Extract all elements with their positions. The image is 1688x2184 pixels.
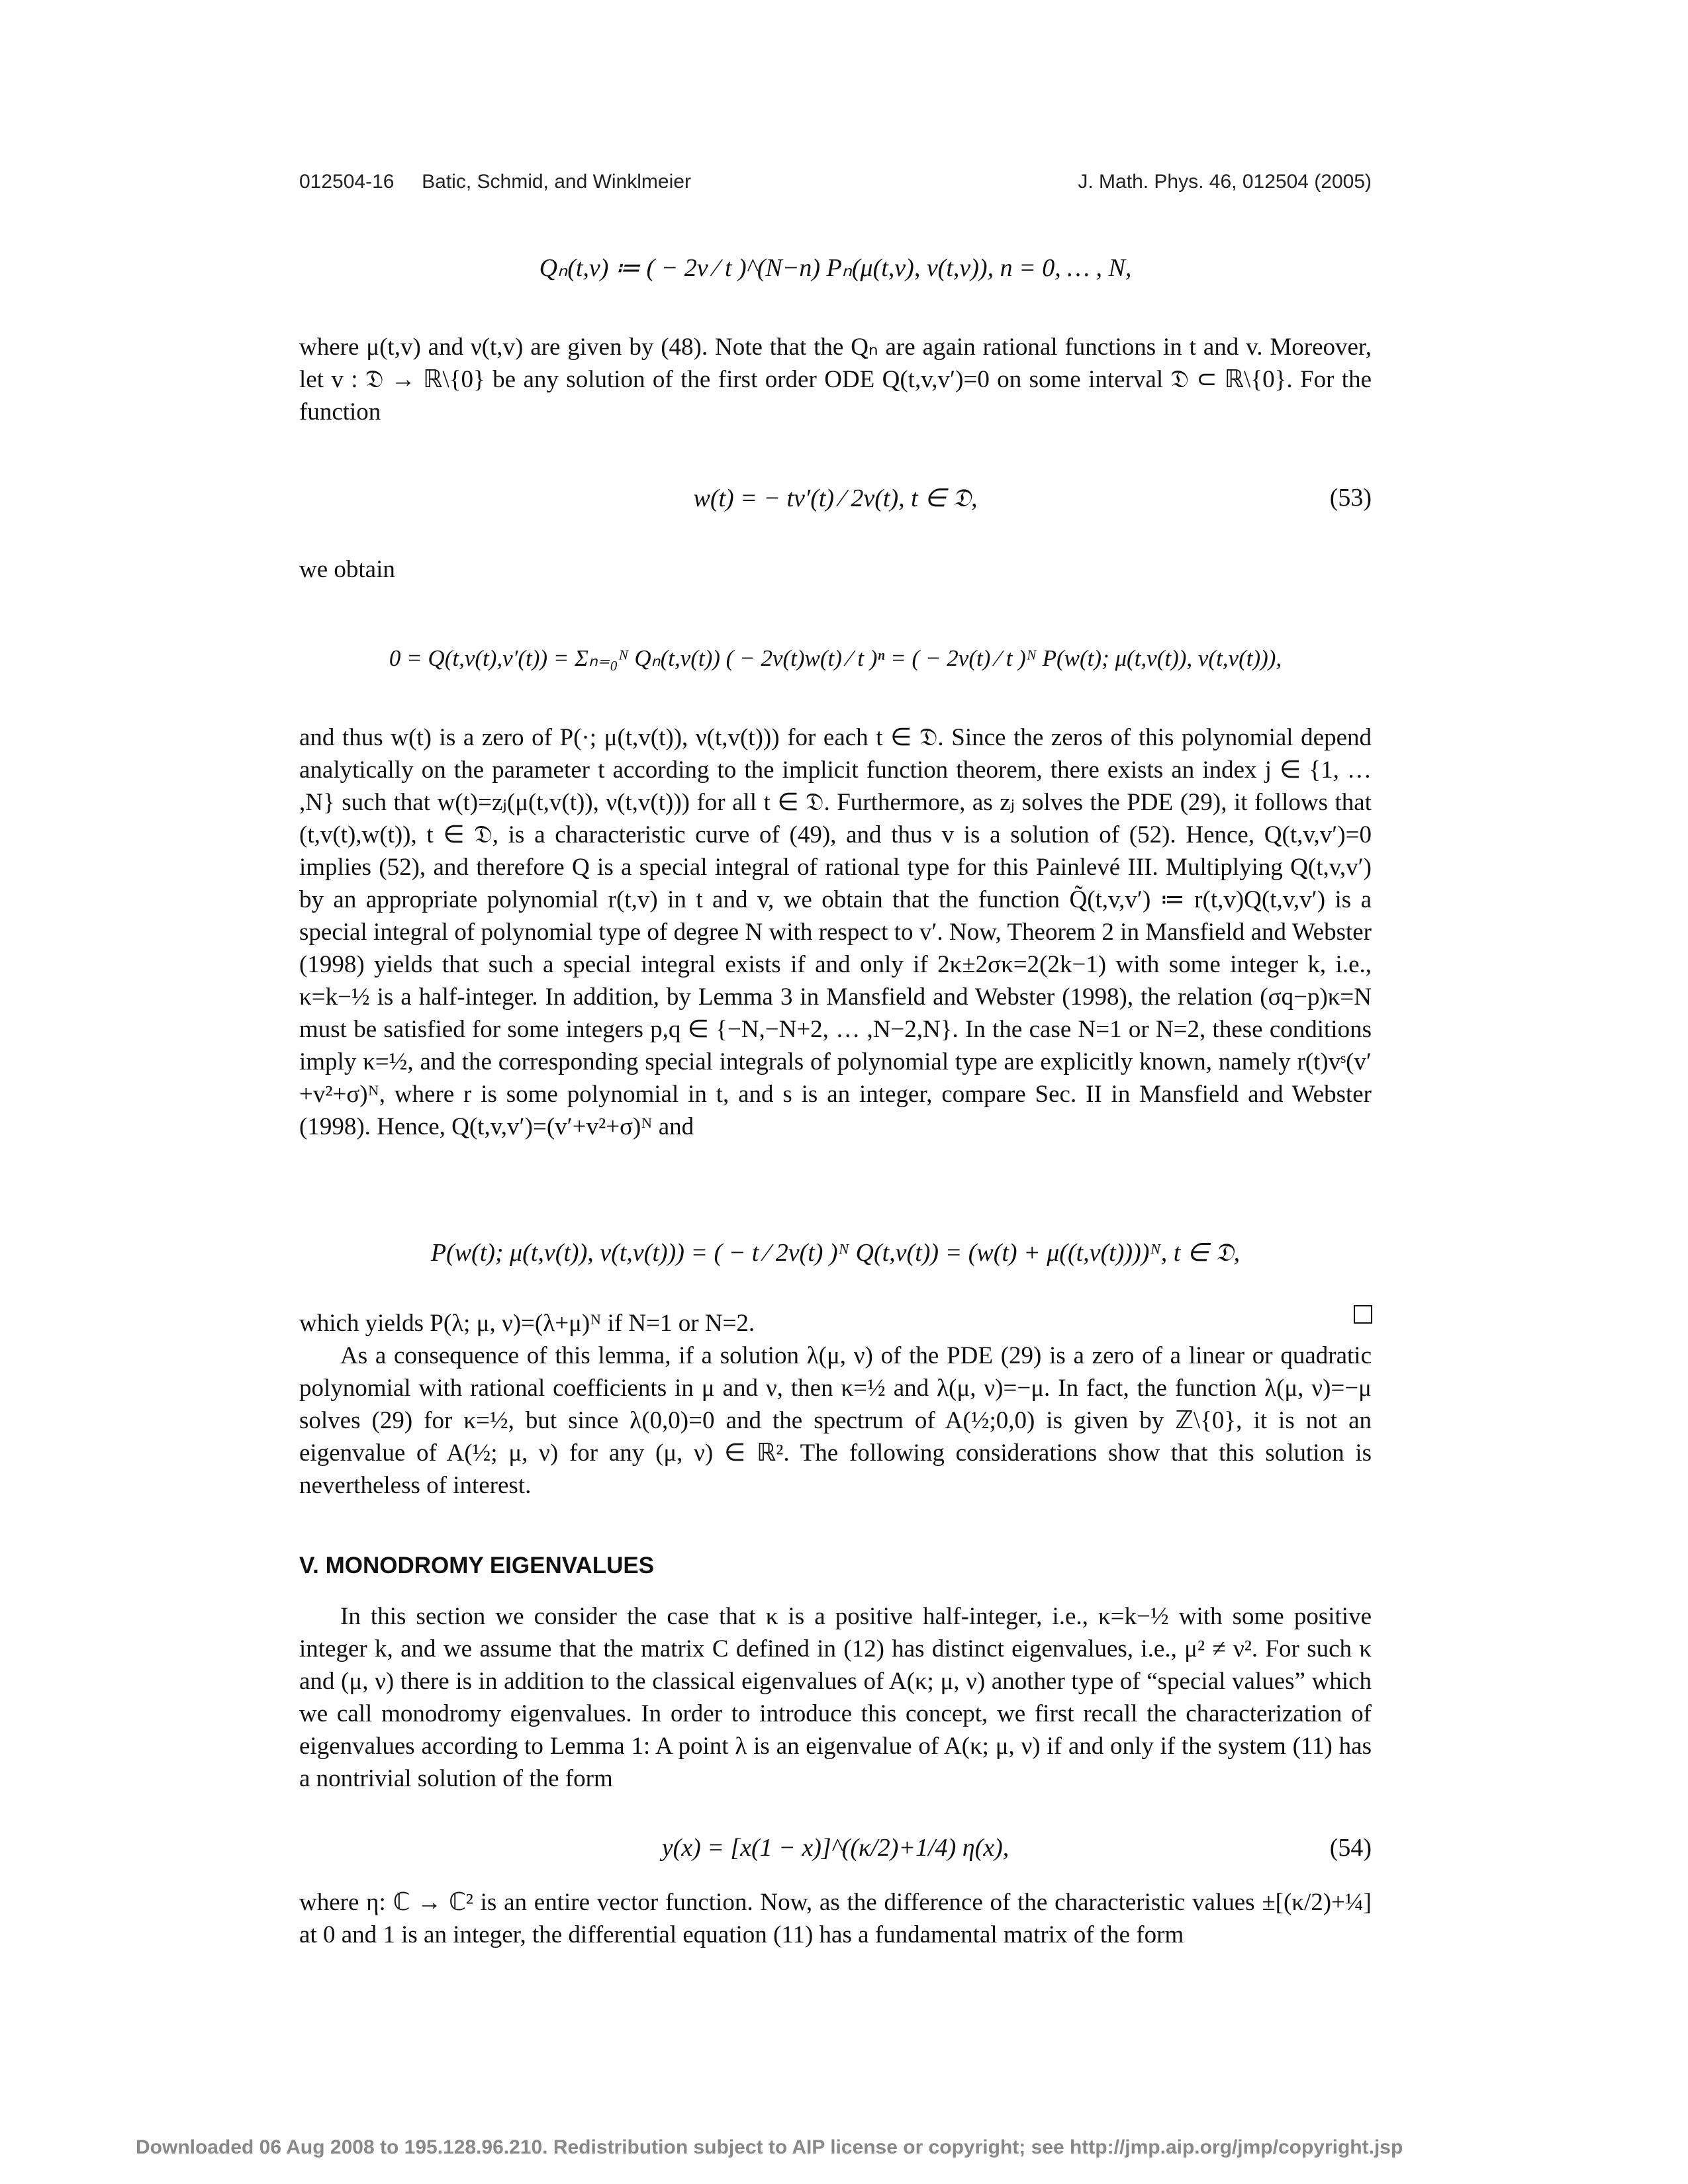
- equation-qn-text: Qₙ(t,v) ≔ ( − 2v ⁄ t )^(N−n) Pₙ(μ(t,v), ν(t,v)), n = 0, … , N,: [539, 254, 1132, 282]
- paragraph-6-text: In this section we consider the case that κ is a positive half-integer, i.e., κ=k−½ with some positive integer k, and we assume that the matrix C defined in (12) has distinct eigenvalues, i.e., μ² ≠ ν². For such κ and (μ, ν) there is in addition to the classical eigenvalues of A(κ; μ, ν) another type of “special values” which we call monodromy eigenvalues. In order to introduce this concept, we first recall the characterization of eigenvalues according to Lemma 1: A point λ is an eigenvalue of A(κ; μ, ν) if and only if the system (11) has a nontrivial solution of the form: [299, 1603, 1372, 1792]
- paragraph-1: [299, 331, 1372, 428]
- equation-qn-definition: [299, 253, 1372, 293]
- paragraph-2: [299, 553, 1372, 586]
- equation-sum: [299, 645, 1372, 685]
- paragraph-3-text: and thus w(t) is a zero of P(·; μ(t,v(t)), ν(t,v(t))) for each t ∈ 𝔇. Since the zeros of this polynomial depend analytically on the parameter t according to the implicit function theorem, there exists an index j ∈ {1, … ,N} such that w(t)=zⱼ(μ(t,v(t)), ν(t,v(t))) for all t ∈ 𝔇. Furthermore, as zⱼ solves the PDE (29), it follows that (t,v(t),w(t)), t ∈ 𝔇, is a characteristic curve of (49), and thus v is a solution of (52). Hence, Q(t,v,v′)=0 implies (52), and therefore Q is a special integral of rational type for this Painlevé III. Multiplying Q(t,v,v′) by an appropriate polynomial r(t,v) in t and v, we obtain that the function Q̃(t,v,v′) ≔ r(t,v)Q(t,v,v′) is a special integral of polynomial type of degree N with respect to v′. Now, Theorem 2 in Mansfield and Webster (1998) yields that such a special integral exists if and only if 2κ±2σκ=2(2k−1) with some integer k, i.e., κ=k−½ is a half-integer. In addition, by Lemma 3 in Mansfield and Webster (1998), the relation (σq−p)κ=N must be satisfied for some integers p,q ∈ {−N,−N+2, … ,N−2,N}. In the case N=1 or N=2, these conditions imply κ=½, and the corresponding special integrals of polynomial type are explicitly known, namely r(t)vˢ(v′+v²+σ)ᴺ, where r is some polynomial in t, and s is an integer, compare Sec. II in Mansfield and Webster (1998). Hence, Q(t,v,v′)=(v′+v²+σ)ᴺ and: [299, 724, 1372, 1140]
- paragraph-5: [299, 1340, 1372, 1502]
- paragraph-6: [299, 1600, 1372, 1795]
- equation-p: [299, 1238, 1372, 1277]
- running-header-right: J. Math. Phys. 46, 012504 (2005): [1078, 171, 1372, 193]
- running-header-left: 012504-16 Batic, Schmid, and Winklmeier: [299, 171, 691, 193]
- equation-54: [299, 1833, 1372, 1873]
- paragraph-4: [299, 1307, 1372, 1340]
- paragraph-5-text: As a consequence of this lemma, if a solution λ(μ, ν) of the PDE (29) is a zero of a linear or quadratic polynomial with rational coefficients in μ and ν, then κ=½ and λ(μ, ν)=−μ. In fact, the function λ(μ, ν)=−μ solves (29) for κ=½, but since λ(0,0)=0 and the spectrum of A(½;0,0) is given by ℤ\{0}, it is not an eigenvalue of A(½; μ, ν) for any (μ, ν) ∈ ℝ². The following considerations show that this solution is nevertheless of interest.: [299, 1342, 1372, 1499]
- equation-53: [299, 483, 1372, 523]
- qed-square-icon: [1354, 1305, 1372, 1324]
- section-heading: V. MONODROMY EIGENVALUES: [299, 1553, 655, 1578]
- equation-54-number: (54): [1329, 1834, 1372, 1862]
- paragraph-7: [299, 1886, 1372, 1951]
- paragraph-2-text: we obtain: [299, 556, 395, 583]
- paragraph-1-text: where μ(t,v) and ν(t,v) are given by (48). Note that the Qₙ are again rational functions in t and v. Moreover, let v : 𝔇 → ℝ\{0} be any solution of the first order ODE Q(t,v,v′)=0 on some interval 𝔇 ⊂ ℝ\{0}. For the function: [299, 334, 1372, 426]
- equation-p-text: P(w(t); μ(t,v(t)), ν(t,v(t))) = ( − t ⁄ 2v(t) )ᴺ Q(t,v(t)) = (w(t) + μ((t,v(t))))ᴺ, t ∈ 𝔇,: [430, 1239, 1241, 1267]
- paragraph-3: [299, 721, 1372, 1143]
- equation-54-text: y(x) = [x(1 − x)]^((κ/2)+1/4) η(x),: [661, 1834, 1009, 1862]
- equation-53-text: w(t) = − tv′(t) ⁄ 2v(t), t ∈ 𝔇,: [693, 484, 978, 512]
- paragraph-7-text: where η: ℂ → ℂ² is an entire vector function. Now, as the difference of the characteristic values ±[(κ/2)+¼] at 0 and 1 is an integer, the differential equation (11) has a fundamental matrix of the form: [299, 1889, 1372, 1948]
- equation-sum-text: 0 = Q(t,v(t),v′(t)) = Σₙ₌₀ᴺ Qₙ(t,v(t)) ( − 2v(t)w(t) ⁄ t )ⁿ = ( − 2v(t) ⁄ t )ᴺ P(w(t); μ(t,v(t)), ν(t,v(t))),: [389, 645, 1282, 671]
- download-footer: Downloaded 06 Aug 2008 to 195.128.96.210. Redistribution subject to AIP license or copyright; see http://jmp.aip.org/jmp/copyright.jsp: [136, 2136, 1403, 2158]
- paragraph-4-text: which yields P(λ; μ, ν)=(λ+μ)ᴺ if N=1 or N=2.: [299, 1310, 755, 1337]
- equation-53-number: (53): [1329, 484, 1372, 512]
